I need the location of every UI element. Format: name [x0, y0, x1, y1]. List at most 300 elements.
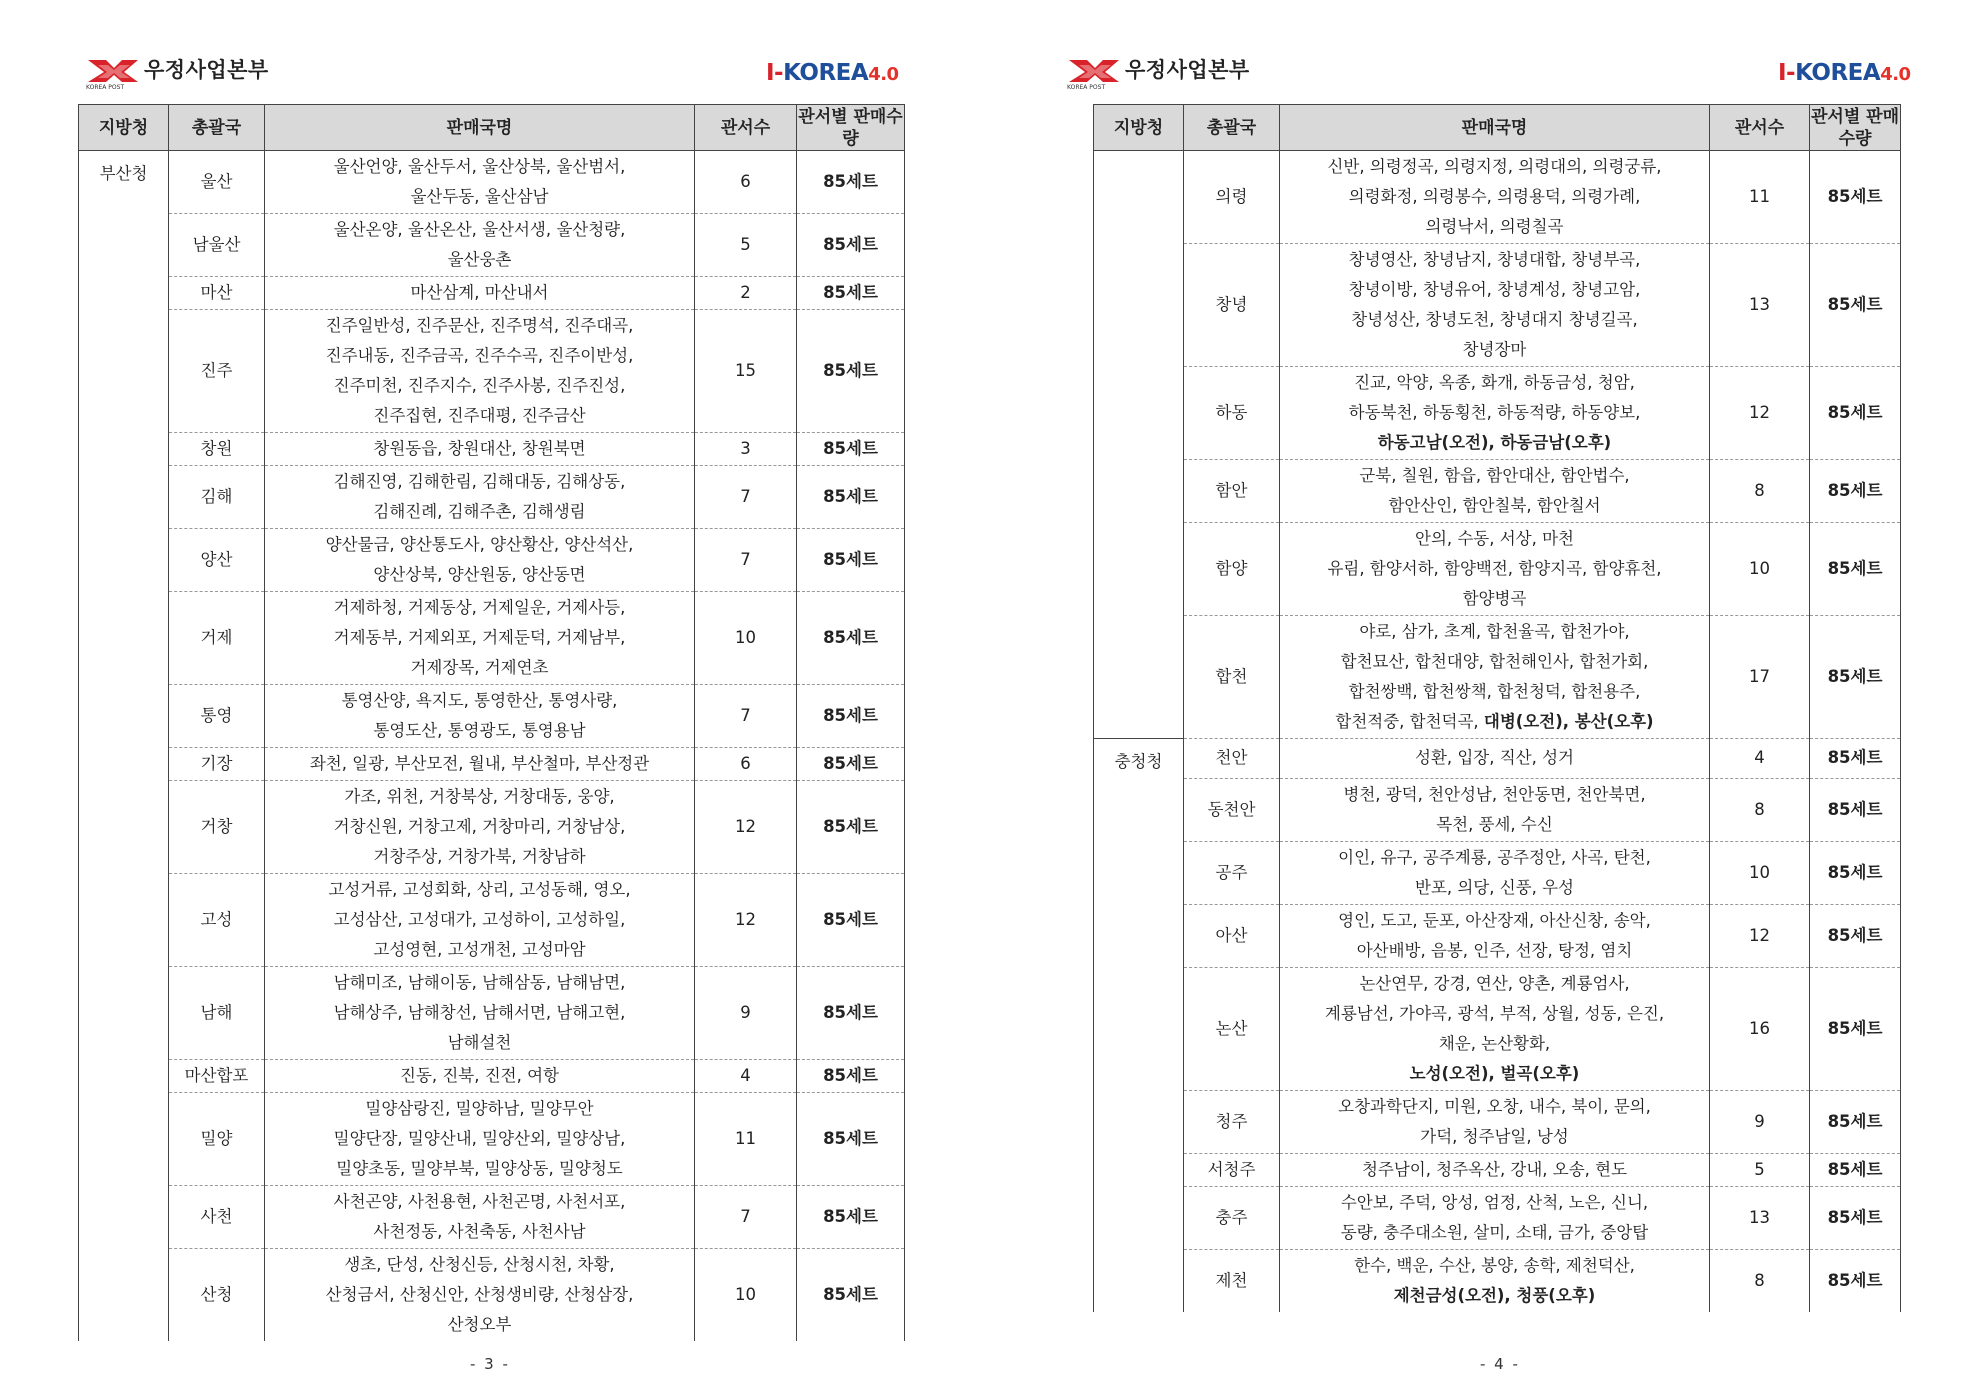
- office-names: 통영산양, 욕지도, 통영한산, 통영사량,: [341, 691, 618, 710]
- qty-cell: 85세트: [1810, 967, 1901, 1090]
- korea-post-emblem-icon: [84, 48, 142, 88]
- count-cell: 11: [1710, 151, 1810, 244]
- office-line: [1284, 1092, 1705, 1122]
- office-names: 좌천, 일광, 부산모전, 월내, 부산철마, 부산정관: [309, 754, 650, 773]
- offices-cell: [265, 874, 695, 967]
- count-cell: 4: [1710, 739, 1810, 779]
- qty-cell: 85세트: [797, 1093, 905, 1186]
- office-names: 가덕, 청주남일, 낭성: [1420, 1126, 1569, 1146]
- office-line: [1284, 335, 1705, 365]
- table-row: [1094, 739, 1901, 779]
- qty-cell: 85세트: [797, 529, 905, 592]
- office-line: [269, 968, 690, 998]
- col-header-qty: 관서별 판매수량: [798, 106, 903, 149]
- offices-cell: [265, 214, 695, 277]
- qty-cell: 85세트: [1810, 244, 1901, 367]
- region-cell: [1094, 904, 1184, 967]
- offices-cell: [265, 1249, 695, 1342]
- office-names: 아산배방, 음봉, 인주, 선장, 탕정, 염치: [1356, 940, 1633, 960]
- hq-cell: 서청주: [1184, 1153, 1280, 1186]
- office-names: 거제하청, 거제동상, 거제일운, 거제사등,: [333, 598, 626, 617]
- office-names: 유림, 함양서하, 함양백전, 함양지곡, 함양휴천,: [1327, 559, 1662, 578]
- office-line: [1284, 647, 1705, 677]
- offices-cell: [1280, 1090, 1710, 1153]
- office-line: [269, 1154, 690, 1184]
- offices-cell: [265, 151, 695, 214]
- table-row: [79, 529, 905, 592]
- office-names: 진주미천, 진주지수, 진주사봉, 진주진성,: [333, 376, 626, 395]
- offices-cell: [1280, 460, 1710, 523]
- office-names: 성환, 입장, 직산, 성거: [1415, 748, 1574, 768]
- office-names: 함양병곡: [1462, 589, 1527, 608]
- hq-cell: 천안: [1184, 739, 1280, 779]
- office-line: [1284, 491, 1705, 521]
- office-names: 목천, 풍세, 수신: [1436, 814, 1553, 834]
- office-line: [269, 593, 690, 623]
- office-names: 창녕이방, 창녕유어, 창녕계성, 창녕고암,: [1348, 280, 1641, 299]
- region-cell: [1094, 778, 1184, 841]
- region-cell: [79, 1249, 169, 1342]
- office-names: 밀양삼랑진, 밀양하남, 밀양무안: [365, 1099, 594, 1118]
- office-line: [1284, 810, 1705, 840]
- office-line: [269, 497, 690, 527]
- office-line: [1284, 707, 1705, 737]
- region-cell: [1094, 151, 1184, 244]
- office-line: [269, 998, 690, 1028]
- qty-cell: 85세트: [797, 466, 905, 529]
- office-names: 밀양단장, 밀양산내, 밀양산외, 밀양상남,: [333, 1129, 626, 1148]
- office-line: [1284, 554, 1705, 584]
- region-cell: [79, 214, 169, 277]
- table-row: [1094, 523, 1901, 616]
- region-cell: [1094, 841, 1184, 904]
- office-names: 고성삼산, 고성대가, 고성하이, 고성하일,: [333, 910, 626, 929]
- office-names: 안의, 수동, 서상, 마천: [1415, 529, 1574, 548]
- office-line: [1284, 969, 1705, 999]
- office-line: [1284, 305, 1705, 335]
- region-cell: [79, 592, 169, 685]
- offices-cell: [1280, 244, 1710, 367]
- table-row: [79, 967, 905, 1060]
- count-cell: 12: [1710, 367, 1810, 460]
- office-line: [269, 623, 690, 653]
- org-name: 우정사업본부: [144, 58, 269, 82]
- table-row: [79, 748, 905, 781]
- office-line: [269, 1028, 690, 1058]
- office-names: 사천정동, 사천축동, 사천사남: [373, 1222, 586, 1241]
- office-line: [1284, 1122, 1705, 1152]
- col-header-qty: 관서별 판매수량: [1810, 106, 1900, 149]
- ikorea-logo: I-KOREA4.0: [1778, 60, 1911, 86]
- office-line: [1284, 1218, 1705, 1248]
- count-cell: 7: [695, 685, 797, 748]
- office-names: 진주집현, 진주대평, 진주금산: [373, 406, 586, 425]
- count-cell: 15: [695, 310, 797, 433]
- region-cell: [79, 1186, 169, 1249]
- hq-cell: 창녕: [1184, 244, 1280, 367]
- office-names: 신반, 의령정곡, 의령지정, 의령대의, 의령궁류,: [1327, 157, 1662, 176]
- office-line: [269, 653, 690, 683]
- table-row: [1094, 367, 1901, 460]
- offices-cell: [265, 1060, 695, 1093]
- office-names: 오창과학단지, 미원, 오창, 내수, 북이, 문의,: [1338, 1096, 1651, 1116]
- office-names: 사천곤양, 사천용현, 사천곤명, 사천서포,: [333, 1192, 626, 1211]
- office-names: 거창신원, 거창고제, 거창마리, 거창남상,: [333, 817, 626, 836]
- office-names: 양산물금, 양산통도사, 양산황산, 양산석산,: [325, 535, 634, 554]
- offices-cell: [1280, 523, 1710, 616]
- qty-cell: 85세트: [1810, 1249, 1901, 1312]
- table-row: [1094, 1090, 1901, 1153]
- region-cell: [79, 466, 169, 529]
- hq-cell: 고성: [169, 874, 265, 967]
- region-cell: [79, 967, 169, 1060]
- hq-cell: 동천안: [1184, 778, 1280, 841]
- qty-cell: 85세트: [1810, 1186, 1901, 1249]
- region-cell: [79, 685, 169, 748]
- hq-cell: 거창: [169, 781, 265, 874]
- table-row: [79, 466, 905, 529]
- office-names: 남해미조, 남해이동, 남해삼동, 남해남면,: [333, 973, 626, 992]
- region-cell: [1094, 1186, 1184, 1249]
- count-cell: 10: [1710, 523, 1810, 616]
- count-cell: 7: [695, 529, 797, 592]
- region-cell: [79, 277, 169, 310]
- office-names: 고성영현, 고성개천, 고성마암: [373, 940, 586, 959]
- hq-cell: 함안: [1184, 460, 1280, 523]
- office-line: [269, 812, 690, 842]
- office-names: 영인, 도고, 둔포, 아산장재, 아산신창, 송악,: [1338, 910, 1651, 930]
- region-cell: [1094, 1153, 1184, 1186]
- table-row: [79, 310, 905, 433]
- count-cell: 5: [1710, 1153, 1810, 1186]
- table-row: [1094, 967, 1901, 1090]
- hq-cell: 사천: [169, 1186, 265, 1249]
- office-line: [269, 245, 690, 275]
- offices-cell: [265, 310, 695, 433]
- office-names: 남해상주, 남해창선, 남해서면, 남해고현,: [333, 1003, 626, 1022]
- office-line: [269, 278, 690, 308]
- office-names: 창녕장마: [1462, 340, 1527, 359]
- qty-cell: 85세트: [797, 151, 905, 214]
- office-line: [1284, 152, 1705, 182]
- col-header-hq: 총괄국: [1184, 105, 1280, 151]
- office-line: [269, 782, 690, 812]
- region-cell: [1094, 616, 1184, 739]
- office-line: [1284, 843, 1705, 873]
- count-cell: 13: [1710, 244, 1810, 367]
- qty-cell: 85세트: [1810, 523, 1901, 616]
- hq-cell: 창원: [169, 433, 265, 466]
- col-header-hq: 총괄국: [169, 105, 265, 151]
- hq-cell: 양산: [169, 529, 265, 592]
- office-line: [269, 1124, 690, 1154]
- office-names: 채운, 논산황화,: [1438, 1033, 1551, 1053]
- hq-cell: 의령: [1184, 151, 1280, 244]
- qty-cell: 85세트: [1810, 904, 1901, 967]
- region-cell: [79, 748, 169, 781]
- office-names: 김해진례, 김해주촌, 김해생림: [373, 502, 586, 521]
- office-line: [269, 686, 690, 716]
- qty-cell: 85세트: [797, 685, 905, 748]
- office-names: 마산삼계, 마산내서: [410, 283, 549, 302]
- hq-cell: 남울산: [169, 214, 265, 277]
- col-header-count: 관서수: [695, 105, 797, 151]
- table-row: [79, 277, 905, 310]
- hq-cell: 밀양: [169, 1093, 265, 1186]
- count-cell: 9: [695, 967, 797, 1060]
- office-names: 울산언양, 울산두서, 울산상북, 울산범서,: [333, 157, 626, 176]
- office-line: [1284, 780, 1705, 810]
- qty-cell: 85세트: [797, 1249, 905, 1342]
- office-names: 거창주상, 거창가북, 거창남하: [373, 847, 586, 866]
- office-names: 함안산인, 함안칠북, 함안칠서: [1388, 496, 1601, 515]
- qty-cell: 85세트: [797, 781, 905, 874]
- hq-cell: 공주: [1184, 841, 1280, 904]
- office-line: [269, 875, 690, 905]
- offices-cell: [1280, 841, 1710, 904]
- svg-text:KOREA POST: KOREA POST: [1067, 84, 1106, 90]
- hq-cell: 남해: [169, 967, 265, 1060]
- office-line: [269, 560, 690, 590]
- office-line: [269, 434, 690, 464]
- office-line: [1284, 936, 1705, 966]
- offices-cell: [265, 592, 695, 685]
- office-line: [1284, 182, 1705, 212]
- table-row: [1094, 904, 1901, 967]
- office-line: [269, 1094, 690, 1124]
- office-names: 청주남이, 청주옥산, 강내, 오송, 현도: [1361, 1159, 1628, 1179]
- office-line: [1284, 461, 1705, 491]
- table-row: [1094, 460, 1901, 523]
- table-row: [79, 592, 905, 685]
- hq-cell: 청주: [1184, 1090, 1280, 1153]
- svg-text:KOREA POST: KOREA POST: [86, 84, 125, 90]
- office-names: 울산온양, 울산온산, 울산서생, 울산청량,: [333, 220, 626, 239]
- qty-cell: 85세트: [797, 310, 905, 433]
- page-4: [983, 0, 1966, 1392]
- office-names: 산청금서, 산청신안, 산청생비량, 산청삼장,: [325, 1285, 634, 1304]
- office-names: 의령낙서, 의령칠곡: [1425, 217, 1564, 236]
- region-cell: [79, 874, 169, 967]
- offices-cell: [265, 277, 695, 310]
- table-row: [1094, 151, 1901, 244]
- office-line: [269, 371, 690, 401]
- offices-cell: [1280, 1186, 1710, 1249]
- qty-cell: 85세트: [797, 748, 905, 781]
- qty-cell: 85세트: [1810, 367, 1901, 460]
- col-header-region: 지방청: [79, 105, 169, 151]
- office-names: 반포, 의당, 신풍, 우성: [1415, 877, 1574, 897]
- offices-cell: [1280, 1153, 1710, 1186]
- office-names: 고성거류, 고성회화, 상리, 고성동해, 영오,: [328, 880, 631, 899]
- offices-cell: [1280, 1249, 1710, 1312]
- office-line: [1284, 584, 1705, 614]
- offices-cell: [265, 685, 695, 748]
- region-cell: [1094, 367, 1184, 460]
- office-names: 합천적중, 합천덕곡,: [1335, 712, 1484, 731]
- office-names: 밀양초동, 밀양부북, 밀양상동, 밀양청도: [336, 1159, 623, 1178]
- office-names: 남해설천: [447, 1033, 512, 1052]
- table-row: [1094, 1153, 1901, 1186]
- table-row: [79, 214, 905, 277]
- office-names: 계룡남선, 가야곡, 광석, 부적, 상월, 성동, 은진,: [1324, 1003, 1665, 1023]
- office-names: 창녕영산, 창녕남지, 창녕대합, 창녕부곡,: [1348, 250, 1641, 269]
- office-names: 거제장목, 거제연초: [410, 658, 549, 677]
- office-names: 양산상북, 양산원동, 양산동면: [373, 565, 586, 584]
- page-number: - 3 -: [470, 1355, 510, 1373]
- page-number: - 4 -: [1480, 1355, 1520, 1373]
- office-names-bold: 노성(오전), 벌곡(오후): [1409, 1063, 1580, 1083]
- table-row: [79, 874, 905, 967]
- office-names: 한수, 백운, 수산, 봉양, 송학, 제천덕산,: [1354, 1255, 1635, 1275]
- office-names: 진주일반성, 진주문산, 진주명석, 진주대곡,: [325, 316, 634, 335]
- office-names: 가조, 위천, 거창북상, 거창대동, 웅양,: [344, 787, 615, 806]
- table-row: [79, 1186, 905, 1249]
- offices-cell: [1280, 904, 1710, 967]
- region-cell: [1094, 1249, 1184, 1312]
- qty-cell: 85세트: [1810, 841, 1901, 904]
- qty-cell: 85세트: [1810, 151, 1901, 244]
- region-cell: [1094, 1090, 1184, 1153]
- hq-cell: 아산: [1184, 904, 1280, 967]
- col-header-offices: 판매국명: [1280, 105, 1710, 151]
- table-row: [1094, 244, 1901, 367]
- count-cell: 17: [1710, 616, 1810, 739]
- qty-cell: 85세트: [797, 1186, 905, 1249]
- office-names: 창녕성산, 창녕도천, 창녕대지 창녕길곡,: [1351, 310, 1638, 329]
- col-header-region: 지방청: [1094, 105, 1184, 151]
- qty-cell: 85세트: [1810, 739, 1901, 779]
- offices-cell: [265, 466, 695, 529]
- korea-post-emblem-icon: [1065, 48, 1123, 88]
- office-names: 울산두동, 울산삼남: [410, 187, 549, 206]
- office-line: [269, 152, 690, 182]
- office-line: [269, 905, 690, 935]
- office-names-bold: 제천금성(오전), 청풍(오후): [1393, 1285, 1596, 1305]
- offices-cell: [265, 433, 695, 466]
- sales-table: [78, 104, 905, 1341]
- qty-cell: 85세트: [1810, 460, 1901, 523]
- office-line: [1284, 999, 1705, 1029]
- office-line: [269, 1310, 690, 1340]
- qty-cell: 85세트: [797, 967, 905, 1060]
- hq-cell: 합천: [1184, 616, 1280, 739]
- region-cell: [1094, 967, 1184, 1090]
- office-line: [269, 1217, 690, 1247]
- office-line: [1284, 873, 1705, 903]
- count-cell: 11: [695, 1093, 797, 1186]
- office-line: [1284, 906, 1705, 936]
- region-cell: 충청청: [1094, 739, 1184, 779]
- region-cell: [79, 781, 169, 874]
- table-row: [79, 1060, 905, 1093]
- count-cell: 10: [695, 592, 797, 685]
- office-line: [1284, 245, 1705, 275]
- count-cell: 7: [695, 466, 797, 529]
- hq-cell: 기장: [169, 748, 265, 781]
- office-line: [1284, 524, 1705, 554]
- region-cell: [1094, 244, 1184, 367]
- hq-cell: 제천: [1184, 1249, 1280, 1312]
- office-names: 김해진영, 김해한림, 김해대동, 김해상동,: [333, 472, 626, 491]
- count-cell: 12: [1710, 904, 1810, 967]
- office-names: 합천묘산, 합천대양, 합천해인사, 합천가회,: [1340, 652, 1649, 671]
- office-line: [269, 716, 690, 746]
- table-row: [1094, 616, 1901, 739]
- table-row: [1094, 1186, 1901, 1249]
- offices-cell: [1280, 151, 1710, 244]
- hq-cell: 마산: [169, 277, 265, 310]
- office-line: [1284, 1059, 1705, 1089]
- office-line: [1284, 428, 1705, 458]
- office-names: 울산웅촌: [447, 250, 512, 269]
- qty-cell: 85세트: [797, 874, 905, 967]
- count-cell: 8: [1710, 1249, 1810, 1312]
- offices-cell: [265, 529, 695, 592]
- office-names: 의령화정, 의령봉수, 의령용덕, 의령가례,: [1348, 187, 1641, 206]
- office-names: 야로, 삼가, 초계, 합천율곡, 합천가야,: [1359, 622, 1630, 641]
- table-row: [79, 781, 905, 874]
- office-names-bold: 하동고남(오전), 하동금남(오후): [1377, 433, 1612, 452]
- office-line: [1284, 1281, 1705, 1311]
- region-cell: [79, 1093, 169, 1186]
- count-cell: 9: [1710, 1090, 1810, 1153]
- qty-cell: 85세트: [797, 592, 905, 685]
- hq-cell: 마산합포: [169, 1060, 265, 1093]
- region-cell: [1094, 523, 1184, 616]
- count-cell: 10: [695, 1249, 797, 1342]
- offices-cell: [1280, 616, 1710, 739]
- qty-cell: 85세트: [1810, 778, 1901, 841]
- office-names: 거제동부, 거제외포, 거제둔덕, 거제남부,: [333, 628, 626, 647]
- table-row: [79, 433, 905, 466]
- table-row: [1094, 1249, 1901, 1312]
- office-line: [1284, 617, 1705, 647]
- office-line: [269, 467, 690, 497]
- office-line: [1284, 1029, 1705, 1059]
- count-cell: 8: [1710, 460, 1810, 523]
- table-row: [79, 1093, 905, 1186]
- office-line: [1284, 1155, 1705, 1185]
- hq-cell: 함양: [1184, 523, 1280, 616]
- office-line: [1284, 1188, 1705, 1218]
- count-cell: 4: [695, 1060, 797, 1093]
- office-line: [269, 401, 690, 431]
- hq-cell: 충주: [1184, 1186, 1280, 1249]
- count-cell: 5: [695, 214, 797, 277]
- hq-cell: 산청: [169, 1249, 265, 1342]
- table-row: [79, 1249, 905, 1342]
- hq-cell: 하동: [1184, 367, 1280, 460]
- office-line: [269, 215, 690, 245]
- offices-cell: [265, 748, 695, 781]
- office-line: [269, 1061, 690, 1091]
- office-names-bold: 대병(오전), 봉산(오후): [1483, 712, 1654, 731]
- region-cell: [79, 1060, 169, 1093]
- korea-post-logo: [84, 48, 269, 88]
- offices-cell: [1280, 967, 1710, 1090]
- hq-cell: 진주: [169, 310, 265, 433]
- region-cell: [79, 433, 169, 466]
- office-names: 동량, 충주대소원, 살미, 소태, 금가, 중앙탑: [1340, 1222, 1649, 1242]
- hq-cell: 울산: [169, 151, 265, 214]
- office-line: [269, 341, 690, 371]
- office-line: [1284, 368, 1705, 398]
- office-line: [1284, 275, 1705, 305]
- offices-cell: [265, 1186, 695, 1249]
- qty-cell: 85세트: [797, 433, 905, 466]
- office-line: [269, 935, 690, 965]
